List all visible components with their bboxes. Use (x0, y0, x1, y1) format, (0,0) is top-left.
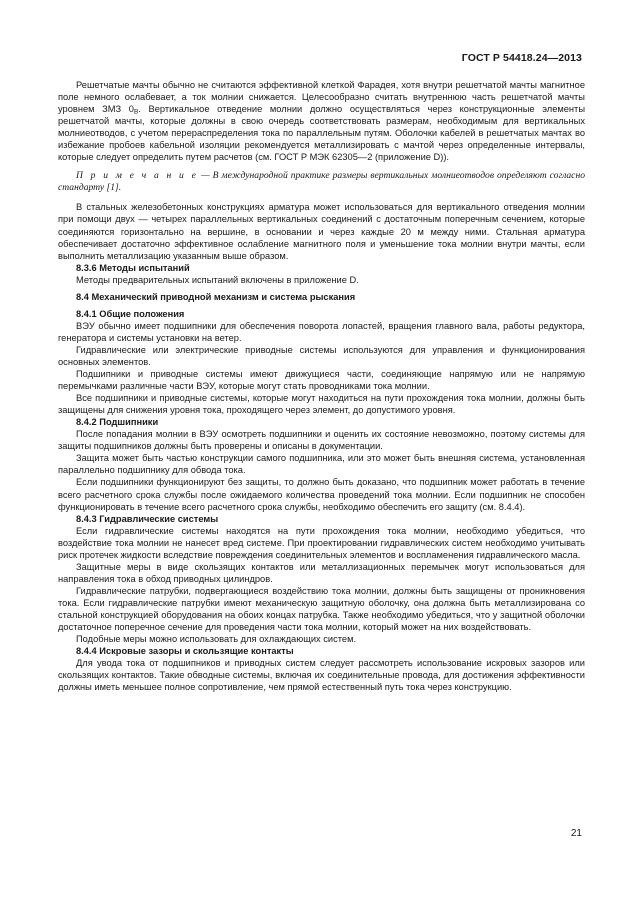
heading-8-4-1: 8.4.1 Общие положения (76, 308, 185, 319)
paragraph-bearings-general: ВЭУ обычно имеет подшипники для обеспечения поворота лопастей, вращения главного вала, работы редуктора, генератора и системы установки на ветер. (58, 320, 585, 343)
heading-8-4-2: 8.4.2 Подшипники (76, 417, 159, 428)
paragraph-test-methods: Методы предварительных испытаний включены в приложение D. (76, 274, 359, 285)
paragraph-spark-gaps: Для увода тока от подшипников и приводных систем следует рассмотреть использование искровых зазоров или скользящих контактов. Такие обводные системы, включая их соединительные провода, для достижения эффективности должны иметь меньшее полное сопротивление, чем прямой естественный путь тока через конструкцию. (58, 658, 585, 693)
paragraph-text: . Вертикальное отведение молнии должно осуществляться через конструкционные элементы решетчатой мачты, которые должны в свою очередь соответствовать размерам, необходимым для вертикальных молниеотводов, с учетом перераспределения тока по параллельным путям. Оболочки кабелей в решетчатых мачтах во избежание пробоев кабельной изоляции рекомендуется металлизировать с мачтой через определенные интервалы, которые следует определить путем расчетов (см. ГОСТ Р МЭК 62305—2 (приложение D)). (58, 104, 585, 163)
heading-8-4-4: 8.4.4 Искровые зазоры и скользящие контакты (76, 646, 294, 657)
standard-header: ГОСТ Р 54418.24—2013 (461, 52, 582, 64)
note (58, 170, 585, 194)
subscript: В (133, 108, 139, 116)
paragraph-moving-parts: Подшипники и приводные системы имеют движущиеся части, соединяющие напрямую или не напрямую перемычками различные части ВЭУ, которые могут стать проводниками тока молнии. (58, 369, 585, 392)
page-number: 21 (570, 828, 582, 839)
paragraph-unprotected-bearings: Если подшипники функционируют без защиты, то должно быть доказано, что подшипник может работать в течение всего расчетного срока службы после ожидаемого количества проведений тока молнии. Если подшипник не способен функционировать в течение всего расчетного срока службы, необходимо обеспечить его защиту (см. 8.4.4). (58, 477, 585, 512)
paragraph-cooling-systems: Подобные меры можно использовать для охлаждающих систем. (76, 634, 357, 645)
document-body (58, 79, 585, 693)
paragraph-bearing-inspection: После попадания молнии в ВЭУ осмотреть подшипники и оценить их состояние невозможно, поэтому системы для защиты подшипников должны быть проверены и описаны в документации. (58, 429, 585, 452)
paragraph-reinforcement: В стальных железобетонных конструкциях арматура может использоваться для вертикального отведения молнии при помощи двух — четырех параллельных вертикальных соединений с достаточным поперечным сечением, которые соединяются горизонтально на вершине, в основании и через каждые 20 м между ними. Стальная арматура обеспечивает достаточно эффективное ослабление магнитного поля и уменьшение тока молнии внутри мачты, если выполнить металлизацию указанным выше образом. (58, 202, 585, 261)
note-label: П р и м е ч а н и е (76, 170, 199, 182)
paragraph-text: Решетчатые мачты обычно не считаются эффективной клеткой Фарадея, хотя внутри решетчатой мачты магнитное поле немного ослабевает, а ток молнии снижается. Целесообразно считать внутреннюю часть решетчатой мачты уровнем ЗМЗ 0 (58, 80, 585, 115)
paragraph-hydraulic-hoses: Гидравлические патрубки, подвергающиеся воздействию тока молнии, должны быть защищены от проникновения тока. Если гидравлические патрубки имеют механическую защитную оболочку, она должна быть металлизирована со стальной конструкцией оборудования на обоих концах патрубка. Также необходимо убедиться, что у защитной оболочки достаточное поперечное сечение для проведения части тока молнии, который может на них воздействовать. (58, 585, 585, 633)
paragraph-drive-systems: Гидравлические или электрические приводные системы используются для управления и функционирования основных элементов. (58, 344, 585, 367)
paragraph-protection-required: Все подшипники и приводные системы, которые могут находиться на пути прохождения тока молнии, должны быть защищены для снижения уровня тока, проходящего через элемент, до допустимого уровня. (58, 393, 585, 416)
paragraph-sliding-contacts: Защитные меры в виде скользящих контактов или металлизационных перемычек могут использоваться для направления тока в обход приводных цилиндров. (58, 561, 585, 584)
paragraph-bearing-protection: Защита может быть частью конструкции самого подшипника, или это может быть внешняя система, установленная параллельно подшипнику для обвода тока. (58, 453, 585, 476)
heading-8-4-3: 8.4.3 Гидравлические системы (76, 513, 219, 524)
heading-8-4: 8.4 Механический приводной механизм и система рыскания (76, 291, 356, 302)
paragraph-hydraulic-systems: Если гидравлические системы находятся на пути прохождения тока молнии, необходимо убедиться, что воздействие тока молнии не нанесет вред системе. При проектировании гидравлических систем необходимо учитывать риск протечек жидкости вследствие повреждения соединительных элементов и воспламенения гидравлического масла. (58, 525, 585, 560)
paragraph-lattice-masts (58, 79, 585, 163)
heading-8-3-6: 8.3.6 Методы испытаний (76, 262, 190, 273)
note-text: — В международной практике размеры вертикальных молниеотводов определяют согласно стандарту [1]. (58, 170, 585, 194)
